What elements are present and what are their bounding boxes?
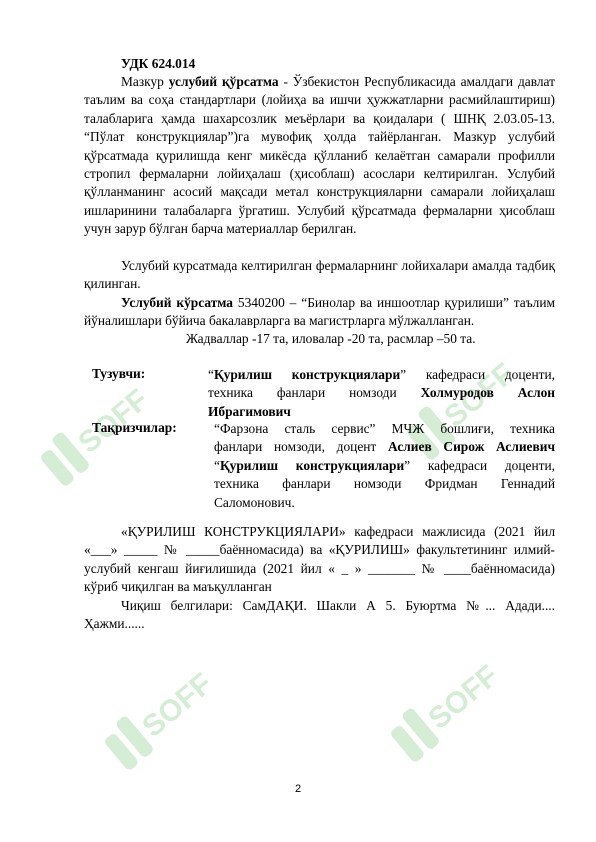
stats-line: Жадваллар -17 та, иловалар -20 та, расмлар –50 та. [186,331,476,346]
implementation-paragraph: Услубий курсатмада келтирилган фермаларнинг лойихалари амалда тадбиқ қилинган. [84,258,555,292]
text-span: ” кафедраси доценти, [400,367,556,382]
imprint-paragraph: Чиқиш белгилари: СамДАҚИ. Шакли А 5. Буюртма №... Адади.... Ҳажми...... [84,598,555,632]
text-span: 5340200 – “Бинолар ва иншоотлар қурилиши” таълим йўналишлари бўйича бакалаврларга ва магистрларга мўлжалланган. [84,295,555,329]
bold-term: Қурилиш конструкциялари [219,457,405,473]
udk-code: УДК 624.014 [121,56,196,71]
approval-paragraph: «ҚУРИЛИШ КОНСТРУКЦИЯЛАРИ» кафедраси мажлисида (2021 йил «___» _____ № _____баённомасида) ва «ҚУРИЛИШ» факультетининг илмий-услубий кенгаш йиғилишида (2021 йил « _ » _______ № ____баённомасида) кўриб чиқилган ва маъқулланган [84,524,555,595]
author-line [208,403,555,421]
text-span: “ [214,457,220,473]
audience-paragraph [84,294,555,331]
author-name: Холмуродов Аслон [420,385,555,401]
reviewers-block [214,420,555,512]
bold-term: Қурилиш конструкциялари [213,367,401,382]
text-span: - Ўзбекистон Республикасида амалдаги давлат таълим ва соҳа стандартлари (лойиҳа ва ишчи ҳужжатларни расмийлаштириш) талабларига ҳамда шахарсозлик меъёрлари ва қоидалари ( ШНҚ 2.03.05-13. “Пўлат конструкциялар”)га мувофиқ ҳолда тайёрланган. Мазкур услубий қўрсатмада қурилишда кенг микёсда қўлланиб келаётган самарали профилли стропил фермаларни лойиҳалаш (ҳисоблаш) асослари келтирилган. Услубий қўлланманинг асосий мақсади метал конструкцияларни самарали лойиҳалаш ишларинини талабаларга ўргатиш. Услубий қўрсатмада фермаларни ҳисоблаш учун зарур бўлган барча материаллар берилган. [84,74,555,237]
reviewers-label: Тақризчилар: [92,420,177,435]
reviewer-name: Аслиев Сирож Аслиевич [388,439,555,455]
watermark-logo [88,668,208,778]
reviewer-line: Саломонович. [214,494,295,510]
intro-paragraph [84,73,555,239]
bold-term: услубий қўрсатма [168,74,279,89]
text-span: ” кафедраси доценти, [404,457,556,473]
author-block [208,366,555,421]
watermark-logo [374,660,494,770]
svg-text:SOFF: SOFF [438,358,510,434]
svg-text:SOFF: SOFF [72,384,144,460]
bold-term: Услубий кўрсатма [121,295,233,310]
text-span: “ [208,367,214,382]
text-span: техника фанлари номзоди [208,385,421,401]
reviewer-line [214,438,555,456]
text-span: фанлари номзоди, доцент [214,439,389,455]
svg-text:SOFF: SOFF [136,668,208,744]
svg-text:SOFF: SOFF [422,660,494,736]
author-line [208,366,555,384]
page-number: 2 [294,783,302,795]
reviewer-line [214,457,555,475]
text-span: Мазкур [121,74,169,89]
reviewer-line: “Фарзона сталь сервис” МЧЖ бошлиғи, техника [214,421,555,436]
watermark-logo [24,384,144,494]
author-label: Тузувчи: [92,366,146,381]
reviewer-line: техника фанлари номзоди Фридман Геннадий [214,476,555,492]
author-line [208,384,555,402]
author-name: Ибрагимович [208,403,291,419]
